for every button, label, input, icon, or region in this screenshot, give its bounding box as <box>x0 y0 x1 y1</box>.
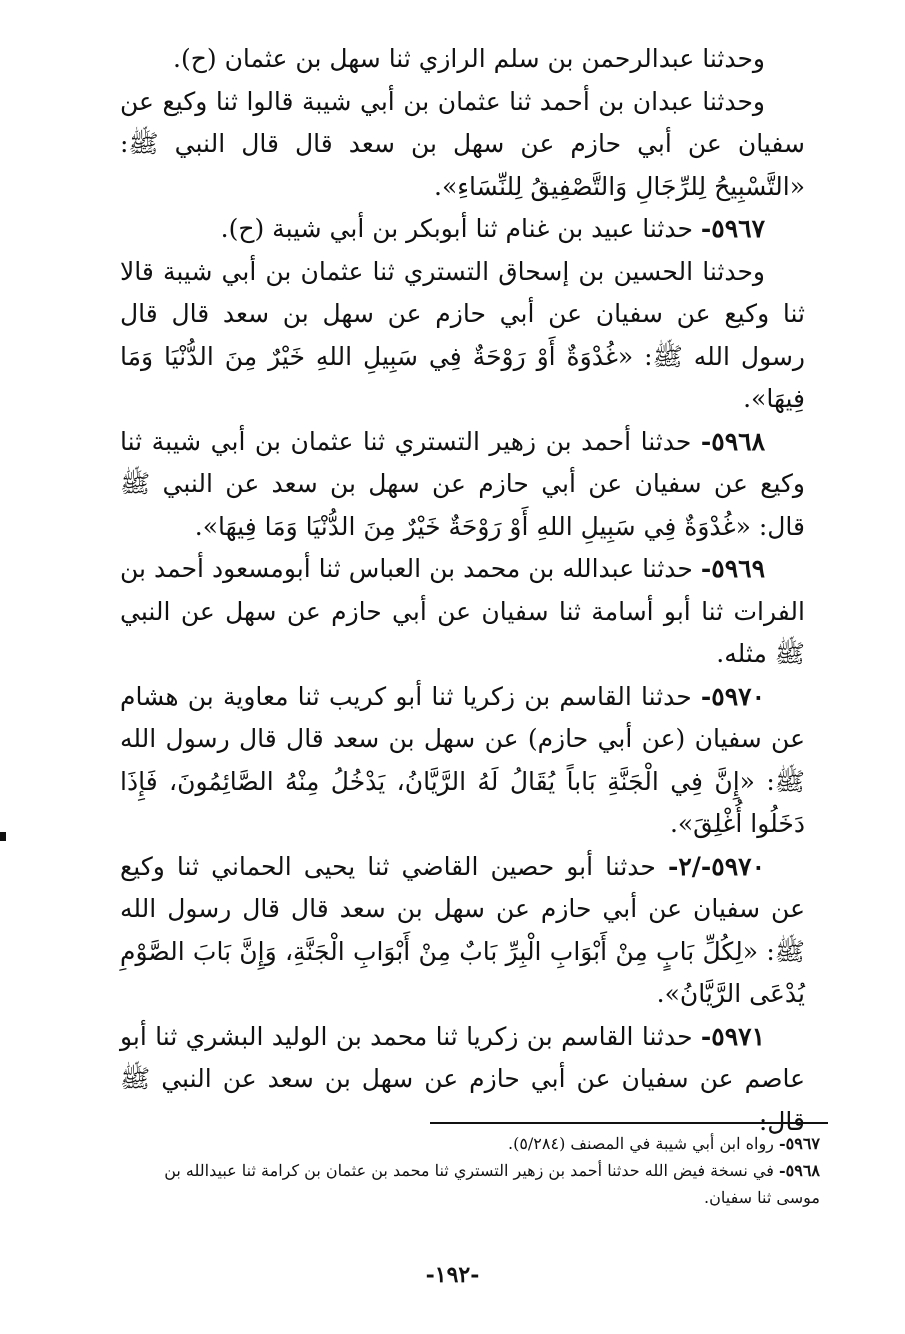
hadith-number: ٥٩٦٩- <box>700 554 765 583</box>
hadith-paragraph: ٥٩٦٧- حدثنا عبيد بن غنام ثنا أبوبكر بن أبي شيبة (ح). <box>220 214 765 243</box>
footnote: ٥٩٦٧- رواه ابن أبي شيبة في المصنف (٥/٢٨٤). <box>507 1134 820 1153</box>
footnotes <box>160 1130 820 1211</box>
hadith-paragraph: ٥٩٦٨- حدثنا أحمد بن زهير التستري ثنا عثمان بن أبي شيبة ثنا وكيع عن سفيان عن أبي حازم عن سهل بن سعد عن النبي ﷺ قال: «غُدْوَةٌ فِي سَبِيلِ اللهِ أَوْ رَوْحَةٌ خَيْرٌ مِنَ الدُّنْيَا وَمَا فِيهَا». <box>120 426 805 541</box>
hadith-number: ٥٩٦٧- <box>700 214 765 243</box>
hadith-number: ٥٩٧١- <box>700 1021 765 1051</box>
hadith-number: ٥٩٧٠-/٢- <box>667 851 766 881</box>
hadith-paragraph: ٥٩٧٠-/٢- حدثنا أبو حصين القاضي ثنا يحيى الحماني ثنا وكيع عن سفيان عن أبي حازم عن سهل بن سعد قال قال رسول الله ﷺ: «لِكُلِّ بَابٍ مِنْ أَبْوَابِ الْبِرِّ بَابٌ مِنْ أَبْوَابِ الْجَنَّةِ، وَإِنَّ بَابَ الصَّوْمِ يُدْعَى الرَّيَّانُ». <box>120 851 805 1008</box>
hadith-paragraph: ٥٩٧٠- حدثنا القاسم بن زكريا ثنا أبو كريب ثنا معاوية بن هشام عن سفيان (عن أبي حازم) عن سهل بن سعد قال قال رسول الله ﷺ: «إِنَّ فِي الْجَنَّةِ بَاباً يُقَالُ لَهُ الرَّيَّانُ، يَدْخُلُ مِنْهُ الصَّائِمُونَ، فَإِذَا دَخَلُوا أُغْلِقَ». <box>120 681 805 838</box>
footnote-number: ٥٩٦٧- <box>778 1134 820 1153</box>
paragraph: وحدثنا الحسين بن إسحاق التستري ثنا عثمان بن أبي شيبة قالا ثنا وكيع عن سفيان عن أبي حازم عن سهل بن سعد قال قال رسول الله ﷺ: «غُدْوَةٌ أَوْ رَوْحَةٌ فِي سَبِيلِ اللهِ خَيْرٌ مِنَ الدُّنْيَا وَمَا فِيهَا». <box>120 256 805 413</box>
hadith-number: ٥٩٦٨- <box>700 426 765 456</box>
footnote-divider <box>430 1122 828 1124</box>
footnote: ٥٩٦٨- في نسخة فيض الله حدثنا أحمد بن زهير التستري ثنا محمد بن عثمان بن كرامة ثنا عبيدالله بن موسى ثنا سفيان. <box>164 1161 820 1207</box>
paragraph: وحدثنا عبدالرحمن بن سلم الرازي ثنا سهل بن عثمان (ح). <box>173 44 765 73</box>
hadith-paragraph: ٥٩٦٩- حدثنا عبدالله بن محمد بن العباس ثنا أبومسعود أحمد بن الفرات ثنا أبو أسامة ثنا سفيان عن أبي حازم عن سهل عن النبي ﷺ مثله. <box>120 554 805 668</box>
main-text <box>120 38 805 1143</box>
footnote-number: ٥٩٦٨- <box>778 1161 820 1180</box>
hadith-paragraph: ٥٩٧١- حدثنا القاسم بن زكريا ثنا محمد بن الوليد البشري ثنا أبو عاصم عن سفيان عن أبي حازم عن سهل بن سعد عن النبي ﷺ قال: <box>120 1021 805 1136</box>
hadith-number: ٥٩٧٠- <box>700 681 765 711</box>
page-number: -١٩٢- <box>425 1262 480 1288</box>
margin-mark <box>0 832 6 841</box>
paragraph: وحدثنا عبدان بن أحمد ثنا عثمان بن أبي شيبة قالوا ثنا وكيع عن سفيان عن أبي حازم عن سهل بن سعد قال قال النبي ﷺ: «التَّسْبِيحُ لِلرِّجَالِ وَالتَّصْفِيقُ لِلنِّسَاءِ». <box>120 86 805 201</box>
